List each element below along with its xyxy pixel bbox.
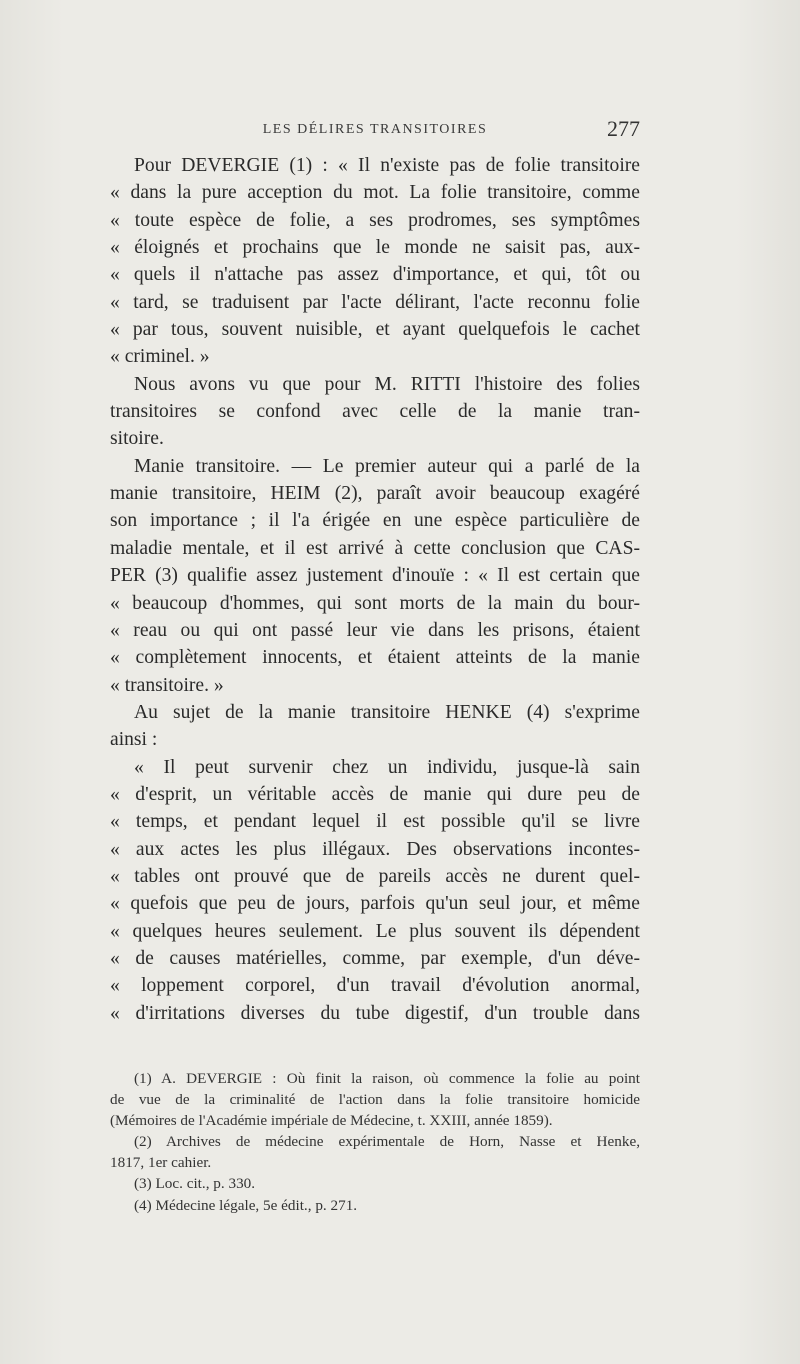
text-line: « Il peut survenir chez un individu, jusque-là sain <box>134 756 640 778</box>
text-line: « toute espèce de folie, a ses prodromes, ses symptômes <box>110 209 640 231</box>
footnote-line: (3) Loc. cit., p. 330. <box>134 1175 256 1193</box>
text-line: son importance ; il l'a érigée en une espèce particulière de <box>110 510 640 532</box>
footnote-2 <box>110 1131 640 1173</box>
page-number: 277 <box>607 116 640 141</box>
text-line: « d'irritations diverses du tube digestif, d'un trouble dans <box>110 1002 640 1024</box>
text-line: Manie transitoire. — Le premier auteur qui a parlé de la <box>134 455 640 477</box>
text-line: « quelques heures seulement. Le plus souvent ils dépendent <box>110 920 640 942</box>
page-header <box>110 116 640 146</box>
footnote-1 <box>110 1068 640 1131</box>
text-line: « par tous, souvent nuisible, et ayant quelquefois le cachet <box>110 319 640 341</box>
footnote-line: (4) Médecine légale, 5e édit., p. 271. <box>134 1196 358 1214</box>
text-line: « dans la pure acception du mot. La folie transitoire, comme <box>110 182 640 204</box>
text-line: « complètement innocents, et étaient atteints de la manie <box>110 647 640 669</box>
footnote-3 <box>110 1173 640 1194</box>
text-line: « tard, se traduisent par l'acte délirant, l'acte reconnu folie <box>110 291 640 313</box>
text-line: PER (3) qualifie assez justement d'inouïe : « Il est certain que <box>110 565 640 587</box>
text-line: « tables ont prouvé que de pareils accès ne durent quel- <box>110 865 640 887</box>
text-line: « loppement corporel, d'un travail d'évolution anormal, <box>110 975 640 997</box>
text-line: « de causes matérielles, comme, par exemple, d'un déve- <box>110 947 640 969</box>
text-line: sitoire. <box>110 428 164 450</box>
paragraph-henke-quote <box>110 754 640 1027</box>
text-line: maladie mentale, et il est arrivé à cette conclusion que CAS- <box>110 537 640 559</box>
paragraph-devergie-quote <box>110 152 640 371</box>
text-line: Pour DEVERGIE (1) : « Il n'existe pas de folie transitoire <box>134 155 640 176</box>
body-text <box>110 152 640 1027</box>
text-line: « transitoire. » <box>110 674 224 696</box>
text-line: Au sujet de la manie transitoire HENKE (4) s'exprime <box>134 701 640 723</box>
footnote-4 <box>110 1195 640 1216</box>
footnote-line: de vue de la criminalité de l'action dans la folie transitoire homicide <box>110 1091 640 1109</box>
text-line: « quefois que peu de jours, parfois qu'un seul jour, et même <box>110 893 640 915</box>
footnote-line: (1) A. DEVERGIE : Où finit la raison, où commence la folie au point <box>134 1070 640 1087</box>
footnote-line: (Mémoires de l'Académie impériale de Médecine, t. XXIII, année 1859). <box>110 1112 553 1130</box>
text-line: « temps, et pendant lequel il est possible qu'il se livre <box>110 811 640 833</box>
text-line: « d'esprit, un véritable accès de manie qui dure peu de <box>110 783 640 805</box>
running-title: LES DÉLIRES TRANSITOIRES <box>262 122 488 137</box>
text-line: « aux actes les plus illégaux. Des observations incontes- <box>110 838 640 860</box>
paragraph-ritti <box>110 371 640 453</box>
footnotes <box>110 1068 640 1216</box>
text-line: ainsi : <box>110 729 158 751</box>
paragraph-henke <box>110 699 640 754</box>
text-line: Nous avons vu que pour M. RITTI l'histoire des folies <box>134 373 640 395</box>
text-line: « beaucoup d'hommes, qui sont morts de la main du bour- <box>110 592 640 614</box>
paragraph-manie-transitoire <box>110 453 640 699</box>
footnote-line: 1817, 1er cahier. <box>110 1154 212 1172</box>
footnote-line: (2) Archives de médecine expérimentale de Horn, Nasse et Henke, <box>134 1133 640 1151</box>
text-line: « reau ou qui ont passé leur vie dans les prisons, étaient <box>110 619 640 641</box>
text-line: transitoires se confond avec celle de la manie tran- <box>110 401 640 423</box>
text-line: « éloignés et prochains que le monde ne saisit pas, aux- <box>110 237 640 259</box>
text-line: « quels il n'attache pas assez d'importance, et qui, tôt ou <box>110 264 640 286</box>
text-line: manie transitoire, HEIM (2), paraît avoir beaucoup exagéré <box>110 483 640 505</box>
text-line: « criminel. » <box>110 346 210 368</box>
